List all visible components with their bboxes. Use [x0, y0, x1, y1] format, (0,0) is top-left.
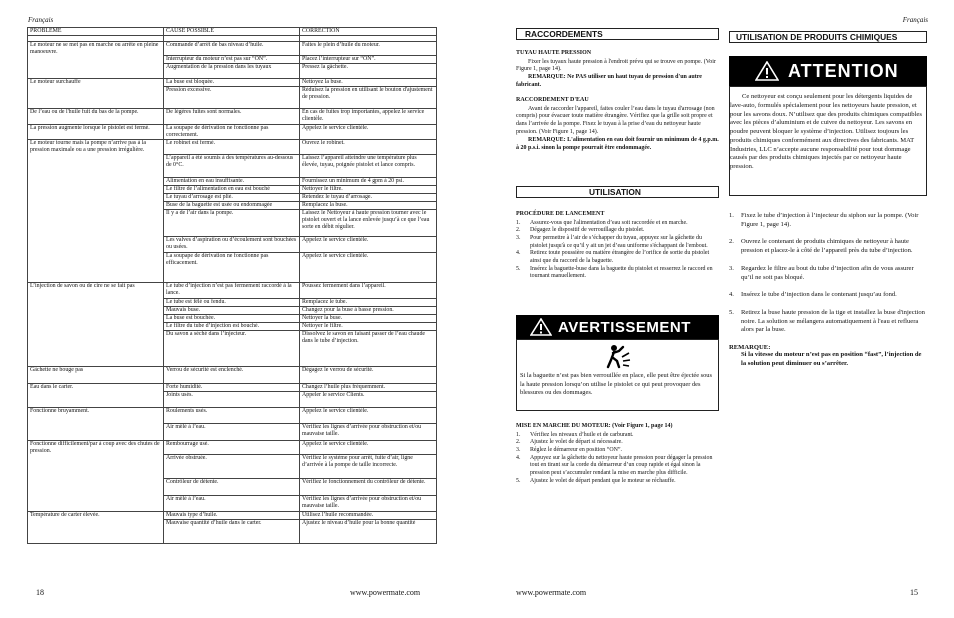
cause-cell: Le filtre du tube d’injection est bouché.	[164, 322, 300, 330]
correction-cell: Réduisez la pression en utilisant le bouton d'ajustement de pression.	[300, 87, 437, 109]
cause-cell: Commande d’arrêt de bas niveau d’huile.	[164, 42, 300, 56]
table-row	[28, 383, 437, 391]
cause-cell: Du savon a séché dans l’injecteur.	[164, 330, 300, 366]
problem-cell	[28, 64, 164, 79]
problem-cell	[28, 479, 164, 496]
list-item-number: 1.	[729, 212, 734, 219]
table-row	[28, 64, 437, 79]
list-item-number: 2.	[516, 227, 521, 234]
list-item	[516, 478, 719, 486]
list-item-text: Pour permettre à l’air de s’échapper du tuyau, appuyez sur la gâchette du pistolet jusqu'à ce qu’il y ait un jet d’eau uniforme s'échappant de l'embout.	[530, 235, 708, 249]
correction-cell: Poussez fermement dans l’appareil.	[300, 282, 437, 298]
cause-cell: La soupape de dérivation ne fonctionne pas efficacement.	[164, 252, 300, 282]
section-header-utilisation: UTILISATION	[516, 186, 719, 198]
correction-cell: Appelez le service clientèle.	[300, 407, 437, 423]
problem-cell	[28, 193, 164, 201]
problem-cell	[28, 455, 164, 479]
cause-cell: Verrou de sécurité est enclenché.	[164, 366, 300, 383]
table-row	[28, 109, 437, 125]
list-item	[729, 238, 927, 255]
list-item-text: Vérifiez les niveaux d’huile et de carburant.	[530, 431, 634, 438]
problem-cell	[28, 391, 164, 407]
list-item	[516, 266, 719, 281]
correction-cell: Nettoyer la buse.	[300, 314, 437, 322]
table-row	[28, 455, 437, 479]
correction-cell: Vérifiez le fonctionnement du contrôleur de détente.	[300, 479, 437, 496]
attention-triangle-icon	[755, 61, 779, 81]
cause-cell: Air mêlé à l’eau.	[164, 496, 300, 512]
attention-label: ATTENTION	[788, 60, 899, 81]
language-label-left: Français	[28, 16, 54, 24]
correction-cell: Changez pour la buse à basse pression.	[300, 306, 437, 314]
cause-cell: Le filtre de l’alimentation en eau est bouché	[164, 185, 300, 193]
problem-cell	[28, 314, 164, 322]
list-item-number: 1.	[516, 219, 521, 226]
table-row	[28, 479, 437, 496]
correction-cell: Dissolvez le savon en faisant passer de l’eau chaude dans le tube d’injection.	[300, 330, 437, 366]
cause-cell: Le tube d’injection n’est pas fermement raccordé à la lance.	[164, 282, 300, 298]
list-item-number: 1.	[516, 431, 521, 438]
list-item-number: 4.	[729, 291, 734, 299]
list-item-text: Appuyez sur la gâchette du nettoyeur haute pression pour dégager la pression tout en tirant sur la corde du démarreur d’un coup rapide et égal sinon la pression peut s’accumuler rendant la mise en marche plus difficile.	[530, 454, 713, 477]
problem-cell	[28, 185, 164, 193]
problem-cell	[28, 252, 164, 282]
table-row	[28, 306, 437, 314]
correction-cell: Vérifiez le système pour arrêt, fuite d’air, ligne d’arrivée à la pompe de taille incorrecte.	[300, 455, 437, 479]
cause-cell: Augmentation de la pression dans les tuyaux	[164, 64, 300, 79]
list-item-number: 5.	[516, 265, 521, 272]
correction-cell: Laissez l’appareil atteindre une température plus élevée, tuyau, poignée pistolet et lance compris.	[300, 154, 437, 177]
correction-cell: Appelez le service clientèle.	[300, 125, 437, 140]
list-item-number: 5.	[729, 308, 734, 316]
table-row	[28, 236, 437, 252]
problem-cell	[28, 87, 164, 109]
cause-cell: Contrôleur de détente.	[164, 479, 300, 496]
table-row	[28, 185, 437, 193]
list-item-number: 3.	[516, 447, 521, 454]
table-row	[28, 282, 437, 298]
cause-cell: De légères fuites sont normales.	[164, 109, 300, 125]
cause-cell: Le robinet est fermé.	[164, 140, 300, 154]
cause-cell: Interrupteur du moteur n’est pas sur “ON”.	[164, 56, 300, 64]
list-item-text: Ajustez le volet de départ si nécessaire.	[530, 439, 623, 446]
correction-cell: Utilisez l’huile recommandée.	[300, 512, 437, 520]
lancement-heading: PROCÉDURE DE LANCEMENT	[516, 211, 605, 217]
problem-cell	[28, 423, 164, 440]
list-item	[729, 212, 927, 229]
problem-cell	[28, 520, 164, 544]
correction-cell: Ajustez le niveau d’huile pour la bonne quantité	[300, 520, 437, 544]
problem-cell: Fonctionne difficilement/par à coup avec des chutes de pression.	[28, 440, 164, 454]
correction-cell: Fournissez un minimum de 4 gpm à 20 psi.	[300, 177, 437, 185]
list-item	[516, 227, 719, 235]
table-row	[28, 322, 437, 330]
problem-cell	[28, 330, 164, 366]
problem-cell	[28, 236, 164, 252]
problem-cell: De l’eau ou de l'huile fuit du bas de la pompe.	[28, 109, 164, 125]
list-item	[516, 235, 719, 250]
table-row	[28, 125, 437, 140]
lancement-steps	[516, 220, 719, 281]
cause-cell: L’appareil a été soumis à des températures au-dessous de 0°C.	[164, 154, 300, 177]
list-item-text: Dégagez le dispositif de verrouillage du pistolet.	[530, 227, 645, 234]
problem-cell: Fonctionne bruyamment.	[28, 407, 164, 423]
tuyau-remark: REMARQUE: Ne PAS utiliser un haut tuyau de pression d'un autre fabricant.	[516, 74, 702, 89]
table-row	[28, 407, 437, 423]
table-row	[28, 140, 437, 154]
list-item	[516, 250, 719, 265]
eau-text: Avant de raccorder l'appareil, faites couler l’eau dans le tuyau d'arrosage (non compris) pour évacuer toute matière étrangère. Vérifiez que la grille soit propre et dans l’arrivée de la pompe. Fixez le tuyau à la prise d’eau du nettoyeur haute pression. (Voir Figure 1, page 14).	[516, 105, 715, 135]
language-label-right: Français	[902, 16, 928, 24]
cause-cell: Roulements usés.	[164, 407, 300, 423]
table-row	[28, 154, 437, 177]
problem-cell: Le moteur tourne mais la pompe n’arrive pas à la pression maximale ou a une pression irrégulière.	[28, 140, 164, 154]
problem-cell	[28, 201, 164, 209]
table-row	[28, 56, 437, 64]
correction-cell: Appelez le service clientèle.	[300, 252, 437, 282]
cause-cell: Alimentation en eau insuffisante.	[164, 177, 300, 185]
correction-cell: Appelez le service clientèle.	[300, 440, 437, 454]
problem-cell	[28, 298, 164, 306]
list-item-number: 4.	[516, 250, 521, 257]
table-row	[28, 87, 437, 109]
problem-cell	[28, 56, 164, 64]
cause-cell: Mauvais type d’huile.	[164, 512, 300, 520]
cause-cell: Air mêlé à l’eau.	[164, 423, 300, 440]
table-row	[28, 391, 437, 407]
chimiques-remark-heading: REMARQUE:	[729, 344, 771, 352]
table-row	[28, 252, 437, 282]
problem-cell	[28, 322, 164, 330]
table-row	[28, 201, 437, 209]
cause-cell: Arrivée obstruée.	[164, 455, 300, 479]
table-row	[28, 298, 437, 306]
table-row	[28, 423, 437, 440]
list-item-text: Réglez le démarreur en position “ON”.	[530, 447, 622, 454]
correction-cell: Nettoyer le filtre.	[300, 185, 437, 193]
cause-cell: La soupape de dérivation ne fonctionne pas correctement.	[164, 125, 300, 140]
correction-cell: Laissez le Nettoyeur à haute pression tourner avec le pistolet ouvert et la lance enlevée jusqu’à ce que l’eau sorte en débit régulier.	[300, 209, 437, 236]
list-item-number: 2.	[516, 439, 521, 446]
column-header-problem: PROBLÈME	[28, 28, 164, 36]
correction-cell: Remplacez le tube.	[300, 298, 437, 306]
warning-label: AVERTISSEMENT	[558, 318, 691, 336]
warning-banner	[516, 315, 719, 339]
problem-cell	[28, 154, 164, 177]
list-item-text: Retirez toute poussière ou matière étrangère de l’orifice de sortie du pistolet ainsi que du raccord de la baguette.	[530, 250, 710, 265]
correction-cell: En cas de fuites trop importantes, appelez le service clientèle.	[300, 109, 437, 125]
list-item-number: 4.	[516, 454, 521, 461]
attention-box	[729, 86, 927, 196]
list-item	[729, 309, 927, 335]
tuyau-text: Fixer les tuyaux haute pression à l'endroit prévu qui se trouve en pompe. (Voir Figure 1, page 14).	[516, 58, 716, 73]
list-item	[729, 265, 927, 282]
attention-banner	[729, 56, 927, 86]
cause-cell: Rembourrage usé.	[164, 440, 300, 454]
ejection-hazard-icon	[605, 343, 631, 369]
troubleshooting-table	[27, 27, 437, 544]
cause-cell: Le tuyau d’arrosage est plié.	[164, 193, 300, 201]
column-header-cause: CAUSE POSSIBLE	[164, 28, 300, 36]
moteur-section	[516, 423, 719, 485]
problem-cell: Eau dans le carter.	[28, 383, 164, 391]
page-number-right: 15	[910, 588, 918, 597]
section-header-chimiques: UTILISATION DE PRODUITS CHIMIQUES	[729, 31, 927, 43]
correction-cell: Placez l’interrupteur sur “ON”.	[300, 56, 437, 64]
problem-cell: Gâchette ne bouge pas	[28, 366, 164, 383]
page-number-left: 18	[36, 588, 44, 597]
correction-cell: Nettoyer le filtre.	[300, 322, 437, 330]
table-row	[28, 42, 437, 56]
correction-cell: Faites le plein d’huile du moteur.	[300, 42, 437, 56]
list-item-text: Insérez la baguette-buse dans la baguette du pistolet et resserrez le raccord en tournant manuellement.	[530, 265, 713, 280]
list-item	[516, 447, 719, 455]
list-item-number: 2.	[729, 238, 734, 246]
list-item-number: 3.	[729, 264, 734, 272]
correction-cell: Nettoyez la buse.	[300, 79, 437, 87]
table-row	[28, 366, 437, 383]
correction-cell: Ouvrez le robinet.	[300, 140, 437, 154]
cause-cell: Pression excessive.	[164, 87, 300, 109]
cause-cell: La buse est bouchée.	[164, 314, 300, 322]
list-item	[516, 439, 719, 447]
cause-cell: Les valves d’aspiration ou d’écoulement sont bouchées ou usées.	[164, 236, 300, 252]
problem-cell	[28, 177, 164, 185]
correction-cell: Dégagez le verrou de sécurité.	[300, 366, 437, 383]
list-item-text: Ajustez le volet de départ pendant que le moteur se réchauffe.	[530, 477, 676, 484]
correction-cell: Appeler le service Clients.	[300, 391, 437, 407]
correction-cell: Remplacez la buse.	[300, 201, 437, 209]
list-item-number: 5.	[516, 477, 521, 484]
lancement-section	[516, 211, 719, 281]
eau-remark: REMARQUE: L'alimentation en eau doit fournir un minimum de 4 g.p.m. à 20 p.s.i. sinon la pompe pourrait être endommagée.	[516, 136, 719, 151]
footer-url-left: www.powermate.com	[350, 588, 421, 597]
list-item-text: Fixez le tube d’injection à l’injecteur du siphon sur la pompe. (Voir Figure 1, page 14).	[741, 212, 919, 228]
warning-box	[516, 339, 719, 411]
list-item	[516, 455, 719, 478]
list-item	[516, 432, 719, 440]
problem-cell: La pression augmente lorsque le pistolet est fermé.	[28, 125, 164, 140]
chimiques-steps	[729, 212, 927, 335]
table-row	[28, 177, 437, 185]
cause-cell: Forte humidité.	[164, 383, 300, 391]
correction-cell: Retendez le tuyau d’arrosage.	[300, 193, 437, 201]
cause-cell: Il y a de l’air dans la pompe.	[164, 209, 300, 236]
cause-cell: Joints usés.	[164, 391, 300, 407]
cause-cell: Mauvaise quantité d’huile dans le carter.	[164, 520, 300, 544]
problem-cell	[28, 306, 164, 314]
warning-text: Si la baguette n’est pas bien verrouillée en place, elle peut être éjectée sous la haute pression lorsqu’on utilise le pistolet ce qui peut provoquer des blessures ou des dommages.	[520, 372, 712, 397]
list-item-text: Regardez le filtre au bout du tube d’injection afin de vous assurer qu’il ne soit pas bloqué.	[741, 264, 914, 281]
list-item-text: Insérez le tube d’injection dans le contenant jusqu’au fond.	[741, 291, 897, 299]
correction-cell: Vérifiez les lignes d’arrivée pour obstruction et/ou mauvaise taille.	[300, 496, 437, 512]
list-item	[729, 291, 927, 300]
column-header-correction: CORRECTION	[300, 28, 437, 36]
problem-cell: Le moteur ne se met pas en marche ou arrête en pleine manoeuvre.	[28, 42, 164, 56]
problem-cell: Température de carter élevée.	[28, 512, 164, 520]
problem-cell	[28, 209, 164, 236]
list-item-text: Ouvrez le contenant de produits chimiques de nettoyeur à haute pression et placez-le à côté de l’appareil près du tube d’injection.	[741, 238, 913, 255]
moteur-steps	[516, 432, 719, 486]
correction-cell: Vérifiez les lignes d’arrivée pour obstruction et/ou mauvaise taille.	[300, 423, 437, 440]
attention-text: Ce nettoyeur est conçu seulement pour les détergents liquides de lave-auto, formulés spécialement pour les nettoyeurs haute pression, et pour les savons doux. N’utilisez que des produits chimiques compatibles avec les pièces d’aluminium et de cuivre du nettoyeur. Les savons en poudre peuvent bloquer le système d’injection. Utilisez toujours les produits chimiques conformément aux directives des fabricants. MAT Industries, LLC n’accepte aucune responsabilité pour tout dommage causés par des produits chimiques injectés par ce nettoyeur haute pression.	[730, 93, 922, 171]
correction-cell: Pressez la gâchette.	[300, 64, 437, 79]
correction-cell: Changez l’huile plus fréquemment.	[300, 383, 437, 391]
problem-cell: Le moteur surchauffe	[28, 79, 164, 87]
list-item-text: Assurez-vous que l'alimentation d’eau soit raccordée et en marche.	[530, 219, 688, 226]
chimiques-remark-text: Si la vitesse du moteur n’est pas en position “fast”, l’injection de la solution peut diminuer ou s’arrêter.	[741, 351, 922, 367]
raccordements-section	[516, 50, 719, 152]
tuyau-heading: TUYAU HAUTE PRESSION	[516, 50, 592, 56]
table-row	[28, 209, 437, 236]
table-row	[28, 314, 437, 322]
cause-cell: La buse est bloquée.	[164, 79, 300, 87]
cause-cell: Le tube est fêlé ou fendu.	[164, 298, 300, 306]
table-row	[28, 512, 437, 520]
moteur-heading: MISE EN MARCHE DU MOTEUR: (Voir Figure 1, page 14)	[516, 423, 673, 429]
table-row	[28, 330, 437, 366]
list-item-number: 3.	[516, 235, 521, 242]
warning-triangle-icon	[530, 318, 552, 336]
chimiques-section	[729, 212, 927, 368]
table-row	[28, 79, 437, 87]
list-item-text: Retirez la buse haute pression de la tige et installez la buse d'injection noire. La solution se mélangera automatiquement à l'eau et refluera alors par la buse.	[741, 308, 925, 334]
table-row	[28, 193, 437, 201]
footer-url-right: www.powermate.com	[516, 588, 587, 597]
cause-cell: Buse de la baguette est usée ou endommagée	[164, 201, 300, 209]
problem-cell	[28, 496, 164, 512]
table-row	[28, 496, 437, 512]
table-row	[28, 440, 437, 454]
table-row	[28, 520, 437, 544]
cause-cell: Mauvais buse.	[164, 306, 300, 314]
eau-heading: RACCORDEMENT D'EAU	[516, 96, 589, 103]
problem-cell: L’injection de savon ou de cire ne se fait pas	[28, 282, 164, 298]
correction-cell: Appelez le service clientèle.	[300, 236, 437, 252]
section-header-raccordements: RACCORDEMENTS	[516, 28, 719, 40]
